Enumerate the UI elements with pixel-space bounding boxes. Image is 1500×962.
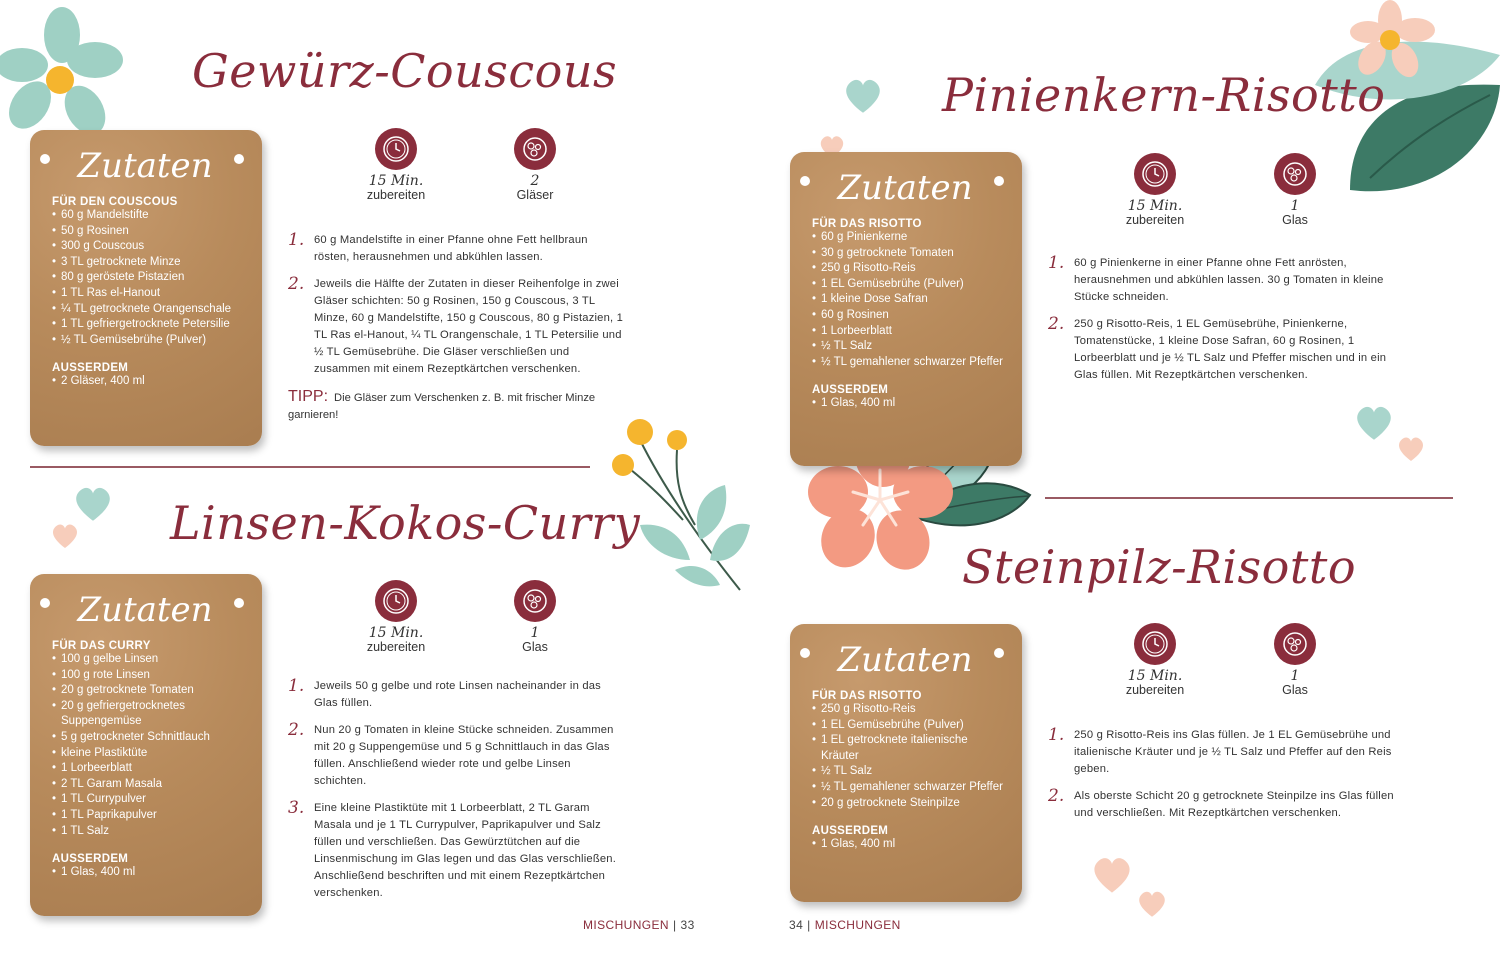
prep-time-label: zubereiten (366, 188, 426, 202)
ingredients-list (52, 208, 248, 348)
ingredient-item: • 20 g getrocknete Steinpilze (812, 796, 1008, 812)
jar-count-value: 1 (1290, 198, 1300, 214)
page-number: 34 (789, 918, 804, 932)
jar-icon (514, 580, 556, 622)
page-footer-right: 34 | MISCHUNGEN (789, 918, 901, 932)
step-number: 2. (1048, 786, 1065, 806)
prep-time-value: 15 Min. (1127, 668, 1183, 684)
step-number: 1. (1048, 253, 1065, 273)
card-hole (800, 648, 810, 658)
ingredient-item: • 300 g Couscous (52, 239, 248, 255)
prep-time (1100, 623, 1210, 697)
jar-icon (1274, 153, 1316, 195)
ingredient-item: • ½ TL Gemüsebrühe (Pulver) (52, 333, 248, 349)
step-text: Nun 20 g Tomaten in kleine Stücke schneiden. Zusammen mit 20 g Suppengemüse und 5 g Schnittlauch in das Glas füllen. Anschließend wieder rote und gelbe Linsen schichten. (314, 724, 614, 787)
card-hole (234, 598, 244, 608)
ingredient-item: • 1 kleine Dose Safran (812, 292, 1008, 308)
extras-section-heading: AUSSERDEM (812, 384, 889, 397)
heart-icon (842, 75, 884, 117)
recipe-title: Pinienkern-Risotto (942, 68, 1386, 122)
ingredient-item: • ½ TL Salz (812, 764, 1008, 780)
recipe-title: Steinpilz-Risotto (962, 540, 1357, 594)
ingredients-card (30, 574, 262, 916)
prep-time (341, 580, 451, 654)
recipe-title: Linsen-Kokos-Curry (170, 496, 641, 550)
step-text: Eine kleine Plastiktüte mit 1 Lorbeerblatt, 2 TL Garam Masala und je 1 TL Currypulver, Paprikapulver und Salz füllen und verschließen. Das Gewürztütchen auf die Linsenmischung im Glas legen und das Glas verschließen. Anschließend beschriften und mit einem Rezeptkärtchen verschenken. (314, 802, 617, 899)
step-number: 2. (288, 720, 305, 740)
extras-list (812, 837, 1008, 853)
jar-count (1240, 623, 1350, 697)
extras-section-heading: AUSSERDEM (52, 362, 129, 375)
ingredients-section-heading: FÜR DEN COUSCOUS (52, 196, 178, 208)
step-text: 60 g Pinienkerne in einer Pfanne ohne Fett anrösten, herausnehmen und abkühlen lassen. 30 g Tomaten in kleine Stücke schneiden. (1074, 257, 1384, 303)
instructions (1048, 727, 1413, 832)
tip-text: Die Gläser zum Verschenken z. B. mit frischer Minze garnieren! (288, 392, 596, 421)
section-divider (30, 466, 590, 468)
ingredient-item: • 60 g Rosinen (812, 308, 1008, 324)
instructions (288, 678, 624, 912)
ingredient-item: • 1 TL Paprikapulver (52, 808, 248, 824)
card-hole (800, 176, 810, 186)
jar-count-value: 2 (530, 173, 540, 189)
ingredient-item: • 1 TL gefriergetrocknete Petersilie (52, 317, 248, 333)
page-footer-left: MISCHUNGEN | 33 (583, 918, 695, 932)
ingredients-card (790, 152, 1022, 466)
step-text: 250 g Risotto-Reis ins Glas füllen. Je 1 EL Gemüsebrühe und italienische Kräuter und je ½ TL Salz und Pfeffer auf den Reis geben. (1074, 729, 1392, 775)
clock-icon (375, 128, 417, 170)
ingredient-item: • 1 EL getrocknete italienische Kräuter (812, 733, 1008, 764)
ingredient-item: • 1 TL Ras el-Hanout (52, 286, 248, 302)
instruction-step (1048, 788, 1413, 822)
step-text: Als oberste Schicht 20 g getrocknete Steinpilze ins Glas füllen und verschließen. Mit Rezeptkärtchen verschenken. (1074, 790, 1394, 819)
extras-section-heading: AUSSERDEM (812, 825, 889, 838)
ingredient-item: • 250 g Risotto-Reis (812, 261, 1008, 277)
prep-time-label: zubereiten (366, 640, 426, 654)
ingredient-item: • 1 TL Currypulver (52, 792, 248, 808)
ingredients-list (812, 702, 1008, 811)
ingredient-item: • 1 TL Salz (52, 824, 248, 840)
jar-count-label: Gläser (516, 188, 554, 202)
card-title: Zutaten (837, 640, 973, 680)
ingredient-item: • 100 g gelbe Linsen (52, 652, 248, 668)
extras-list (52, 865, 248, 881)
ingredient-item: • ¼ TL getrocknete Orangenschale (52, 302, 248, 318)
ingredient-item: • 20 g gefriergetrocknetes Suppengemüse (52, 699, 248, 730)
jar-count-label: Glas (522, 640, 548, 654)
prep-time-label: zubereiten (1125, 213, 1185, 227)
page-number: 33 (680, 918, 695, 932)
card-title: Zutaten (77, 590, 213, 630)
instruction-step (1048, 727, 1413, 778)
step-text: 250 g Risotto-Reis, 1 EL Gemüsebrühe, Pinienkerne, Tomatenstücke, 1 kleine Dose Safran, 60 g Rosinen, 1 Lorbeerblatt und je ½ TL Salz und Pfeffer mischen und in ein Glas füllen. Mit Rezeptkärtchen verschenken. (1074, 318, 1387, 381)
clock-icon (1134, 623, 1176, 665)
card-hole (234, 154, 244, 164)
extra-item: • 1 Glas, 400 ml (812, 837, 1008, 853)
step-number: 3. (288, 798, 305, 818)
footer-section: MISCHUNGEN (814, 918, 901, 932)
card-title: Zutaten (837, 168, 973, 208)
ingredient-item: • 30 g getrocknete Tomaten (812, 246, 1008, 262)
ingredients-card (30, 130, 262, 446)
instruction-step (288, 678, 624, 712)
prep-time-value: 15 Min. (368, 173, 424, 189)
jar-count-label: Glas (1282, 683, 1308, 697)
jar-icon (1274, 623, 1316, 665)
heart-icon (50, 520, 80, 552)
extra-item: • 1 Glas, 400 ml (812, 396, 1008, 412)
card-hole (40, 154, 50, 164)
ingredient-item: • 20 g getrocknete Tomaten (52, 683, 248, 699)
tip-label: TIPP: (288, 388, 329, 405)
jar-count-value: 1 (1290, 668, 1300, 684)
ingredient-item: • 80 g geröstete Pistazien (52, 270, 248, 286)
card-hole (994, 176, 1004, 186)
card-hole (40, 598, 50, 608)
instructions (288, 232, 624, 424)
card-hole (994, 648, 1004, 658)
ingredient-item: • ½ TL gemahlener schwarzer Pfeffer (812, 355, 1008, 371)
prep-time (341, 128, 451, 202)
extras-list (812, 396, 1008, 412)
ingredient-item: • 5 g getrockneter Schnittlauch (52, 730, 248, 746)
ingredient-item: • 1 Lorbeerblatt (812, 324, 1008, 340)
step-number: 2. (1048, 314, 1065, 334)
ingredient-item: • 2 TL Garam Masala (52, 777, 248, 793)
ingredient-item: • 250 g Risotto-Reis (812, 702, 1008, 718)
prep-time (1100, 153, 1210, 227)
prep-time-value: 15 Min. (1127, 198, 1183, 214)
jar-count-label: Glas (1282, 213, 1308, 227)
jar-count (1240, 153, 1350, 227)
extra-item: • 2 Gläser, 400 ml (52, 374, 248, 390)
prep-time-value: 15 Min. (368, 625, 424, 641)
instruction-step (288, 276, 624, 378)
ingredient-item: • ½ TL Salz (812, 339, 1008, 355)
jar-count (480, 128, 590, 202)
ingredients-list (52, 652, 248, 839)
flower-topleft-decoration (0, 5, 130, 145)
step-number: 2. (288, 274, 305, 294)
ingredient-item: • 100 g rote Linsen (52, 668, 248, 684)
extras-list (52, 374, 248, 390)
ingredient-item: • 60 g Mandelstifte (52, 208, 248, 224)
step-number: 1. (1048, 725, 1065, 745)
ingredients-section-heading: FÜR DAS CURRY (52, 640, 151, 652)
recipe-title: Gewürz-Couscous (192, 44, 618, 98)
tip (288, 388, 624, 424)
step-text: 60 g Mandelstifte in einer Pfanne ohne Fett hellbraun rösten, herausnehmen und abkühlen lassen. (314, 234, 588, 263)
instruction-step (1048, 316, 1408, 384)
jar-icon (514, 128, 556, 170)
step-text: Jeweils 50 g gelbe und rote Linsen nacheinander in das Glas füllen. (314, 680, 601, 709)
instructions (1048, 255, 1408, 394)
prep-time-label: zubereiten (1125, 683, 1185, 697)
ingredient-item: • 3 TL getrocknete Minze (52, 255, 248, 271)
instruction-step (288, 800, 624, 902)
card-title: Zutaten (77, 146, 213, 186)
ingredient-item: • kleine Plastiktüte (52, 746, 248, 762)
instruction-step (288, 232, 624, 266)
heart-icon (1090, 852, 1134, 898)
heart-icon (1136, 888, 1168, 920)
ingredients-section-heading: FÜR DAS RISOTTO (812, 690, 922, 702)
section-divider (1045, 497, 1453, 499)
ingredient-item: • 50 g Rosinen (52, 224, 248, 240)
extras-section-heading: AUSSERDEM (52, 853, 129, 866)
step-number: 1. (288, 230, 305, 250)
instruction-step (288, 722, 624, 790)
step-text: Jeweils die Hälfte der Zutaten in dieser Reihenfolge in zwei Gläser schichten: 50 g Rosinen, 150 g Couscous, 3 TL Minze, 60 g Mandelstifte, 150 g Couscous, 80 g Pistazien, 1 TL Ras el-Hanout, ¼ TL Orangenschale, 1 TL Petersilie und ½ TL Gemüsebrühe. Die Gläser verschließen und zusammen mit einem Rezeptkärtchen verschenken. (314, 278, 624, 375)
jar-count (480, 580, 590, 654)
ingredients-section-heading: FÜR DAS RISOTTO (812, 218, 922, 230)
jar-count-value: 1 (530, 625, 540, 641)
step-number: 1. (288, 676, 305, 696)
clock-icon (375, 580, 417, 622)
ingredients-card (790, 624, 1022, 902)
ingredients-list (812, 230, 1008, 370)
instruction-step (1048, 255, 1408, 306)
ingredient-item: • 1 EL Gemüsebrühe (Pulver) (812, 718, 1008, 734)
extra-item: • 1 Glas, 400 ml (52, 865, 248, 881)
ingredient-item: • 60 g Pinienkerne (812, 230, 1008, 246)
clock-icon (1134, 153, 1176, 195)
ingredient-item: • ½ TL gemahlener schwarzer Pfeffer (812, 780, 1008, 796)
heart-icon (1396, 434, 1426, 464)
ingredient-item: • 1 EL Gemüsebrühe (Pulver) (812, 277, 1008, 293)
footer-section: MISCHUNGEN (583, 918, 670, 932)
ingredient-item: • 1 Lorbeerblatt (52, 761, 248, 777)
heart-icon (1353, 400, 1395, 446)
